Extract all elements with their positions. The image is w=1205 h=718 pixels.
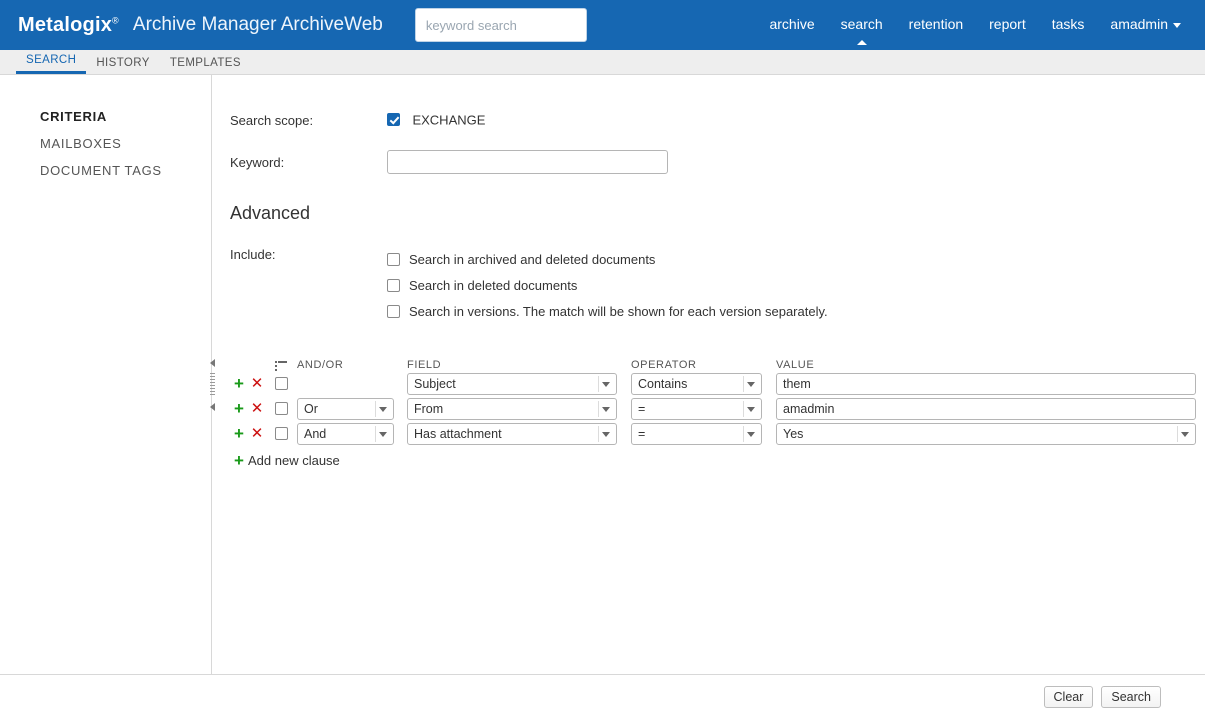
clause-value-text: Yes	[783, 426, 804, 441]
nav-search[interactable]: search	[840, 16, 883, 32]
clause-field-value: From	[414, 401, 444, 416]
include-options	[387, 246, 1205, 324]
include-deleted-label: Search in deleted documents	[409, 277, 578, 293]
user-menu-label: amadmin	[1110, 16, 1168, 32]
search-scope-row	[212, 101, 1205, 139]
page-title: Archive Manager ArchiveWeb	[132, 14, 383, 35]
keyword-field-wrap	[387, 150, 1205, 174]
footer-actions	[0, 674, 1205, 718]
chevron-down-icon	[747, 382, 755, 387]
delete-clause-icon[interactable]: ✕	[250, 424, 264, 442]
sidebar	[0, 75, 212, 717]
clause-value-input[interactable]	[776, 398, 1196, 420]
clause-andor-value: And	[304, 426, 327, 441]
clause-field-select[interactable]	[407, 423, 617, 445]
table-row	[230, 396, 1205, 421]
drag-grip-icon	[210, 373, 215, 397]
clause-field-value: Has attachment	[414, 426, 502, 441]
include-label: Include:	[230, 247, 276, 262]
sidebar-collapse-handle[interactable]	[206, 355, 218, 415]
main-content	[212, 75, 1205, 717]
table-row	[230, 421, 1205, 446]
clause-header-row	[230, 351, 1205, 371]
sidebar-item-document-tags[interactable]: DOCUMENT TAGS	[40, 163, 162, 178]
chevron-down-icon	[1181, 432, 1189, 437]
clause-andor-select[interactable]	[297, 423, 394, 445]
clause-field-select[interactable]	[407, 373, 617, 395]
scope-exchange-checkbox[interactable]	[387, 113, 400, 126]
add-clause-icon[interactable]: +	[234, 399, 244, 418]
clause-row-checkbox[interactable]	[275, 402, 288, 415]
clause-operator-value: Contains	[638, 376, 688, 391]
add-new-clause-button[interactable]	[230, 452, 1205, 469]
search-scope-label: Search scope:	[230, 112, 314, 128]
chevron-down-icon	[379, 407, 387, 412]
chevron-down-icon	[602, 382, 610, 387]
keyword-row	[212, 139, 1205, 185]
chevron-down-icon	[602, 407, 610, 412]
chevron-down-icon	[747, 432, 755, 437]
clause-field-select[interactable]	[407, 398, 617, 420]
clause-row-checkbox[interactable]	[275, 377, 288, 390]
include-versions-label: Search in versions. The match will be shown for each version separately.	[409, 303, 828, 319]
sidebar-item-criteria[interactable]: CRITERIA	[40, 109, 107, 124]
top-navigation	[769, 16, 1187, 34]
search-button[interactable]: Search	[1101, 686, 1161, 708]
plus-icon: +	[234, 451, 244, 470]
clause-value-text: amadmin	[783, 401, 835, 416]
section-tabs	[0, 50, 1205, 75]
clause-andor-select[interactable]	[297, 398, 394, 420]
include-option-deleted[interactable]	[387, 272, 1205, 298]
nav-tasks[interactable]: tasks	[1051, 16, 1085, 32]
add-new-clause-label: Add new clause	[248, 453, 340, 468]
clause-header-andor: AND/OR	[297, 359, 344, 371]
brand-name: Metalogix	[18, 13, 113, 36]
clause-header-value: VALUE	[776, 359, 815, 371]
tab-history[interactable]: HISTORY	[96, 57, 150, 69]
include-archived-deleted-label: Search in archived and deleted documents	[409, 251, 656, 267]
include-deleted-checkbox[interactable]	[387, 279, 400, 292]
add-clause-icon[interactable]: +	[234, 424, 244, 443]
table-row	[230, 371, 1205, 396]
search-scope-options	[387, 111, 1205, 129]
app-header	[0, 0, 1205, 50]
clause-value-select[interactable]	[776, 423, 1196, 445]
chevron-down-icon	[747, 407, 755, 412]
clause-header-operator: OPERATOR	[631, 359, 697, 371]
clear-button[interactable]: Clear	[1044, 686, 1094, 708]
clause-value-text: them	[783, 376, 811, 391]
clause-field-value: Subject	[414, 376, 456, 391]
tab-search[interactable]: SEARCH	[16, 54, 86, 74]
clause-operator-value: =	[638, 401, 646, 416]
nav-report[interactable]: report	[989, 16, 1026, 32]
search-input[interactable]	[415, 8, 587, 42]
clause-operator-select[interactable]	[631, 423, 762, 445]
brand-logo	[18, 14, 119, 37]
delete-clause-icon[interactable]: ✕	[250, 399, 264, 417]
include-versions-checkbox[interactable]	[387, 305, 400, 318]
sidebar-item-mailboxes[interactable]: MAILBOXES	[40, 136, 122, 151]
list-icon	[275, 361, 287, 371]
clause-value-input[interactable]	[776, 373, 1196, 395]
chevron-down-icon	[602, 432, 610, 437]
clause-operator-value: =	[638, 426, 646, 441]
clause-row-checkbox[interactable]	[275, 427, 288, 440]
clause-operator-select[interactable]	[631, 373, 762, 395]
include-option-archived-deleted[interactable]	[387, 246, 1205, 272]
chevron-down-icon	[379, 432, 387, 437]
clause-operator-select[interactable]	[631, 398, 762, 420]
advanced-section-title: Advanced	[230, 203, 311, 223]
keyword-input[interactable]	[387, 150, 668, 174]
brand-registered-mark: ®	[112, 14, 119, 25]
clause-select-all-cell[interactable]	[275, 361, 297, 371]
user-menu[interactable]	[1110, 16, 1181, 34]
chevron-right-icon	[210, 403, 215, 411]
include-archived-deleted-checkbox[interactable]	[387, 253, 400, 266]
clause-builder	[212, 351, 1205, 469]
chevron-up-icon	[210, 359, 215, 367]
clause-andor-value: Or	[304, 401, 318, 416]
tab-templates[interactable]: TEMPLATES	[169, 57, 241, 69]
chevron-down-icon	[1173, 23, 1181, 28]
nav-archive[interactable]: archive	[769, 16, 815, 32]
add-clause-icon[interactable]: +	[234, 374, 244, 393]
clause-header-field: FIELD	[407, 359, 442, 371]
scope-exchange-label: EXCHANGE	[412, 112, 486, 128]
keyword-label: Keyword:	[230, 154, 285, 170]
page-body	[0, 75, 1205, 717]
include-option-versions[interactable]	[387, 298, 1205, 324]
include-block	[212, 246, 1205, 324]
nav-retention[interactable]: retention	[908, 16, 964, 32]
delete-clause-icon[interactable]: ✕	[250, 374, 264, 392]
